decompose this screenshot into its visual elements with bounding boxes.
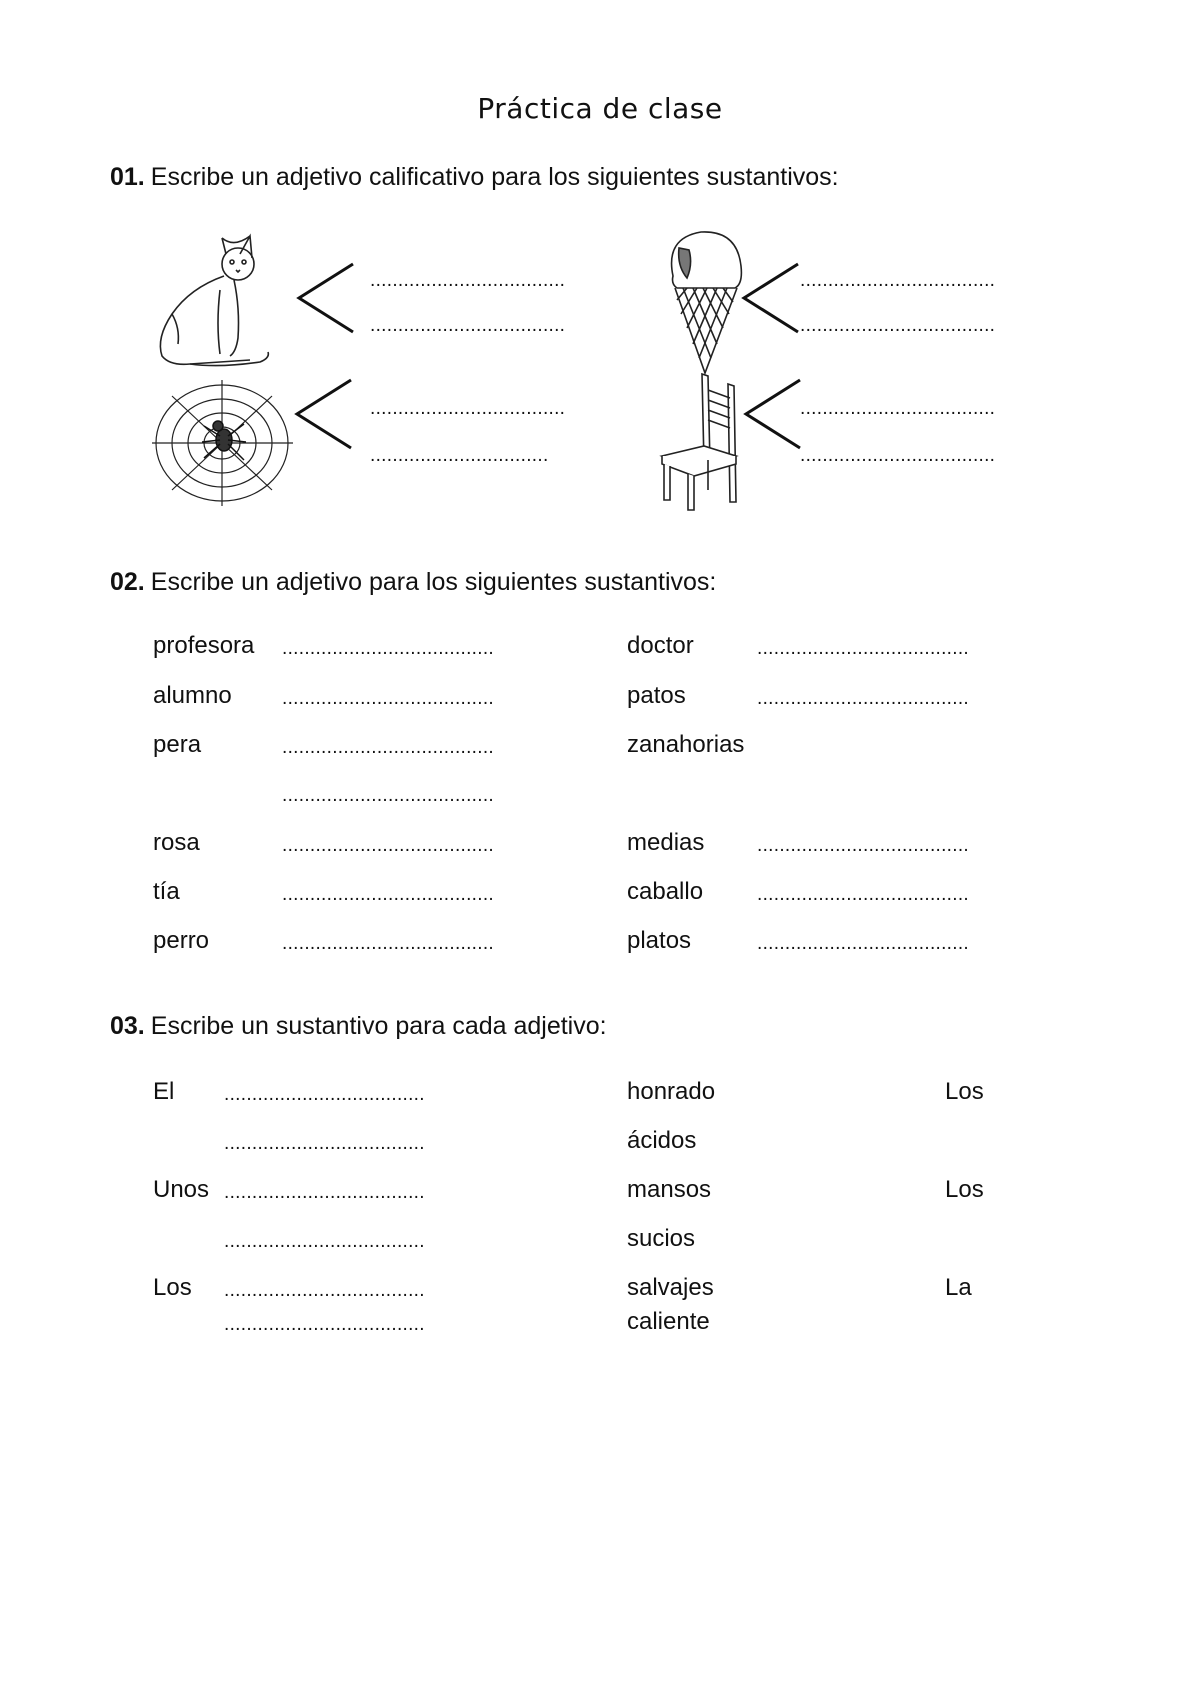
- q2-answer-line[interactable]: ......................................: [757, 933, 969, 954]
- q2-noun: pera: [153, 731, 202, 758]
- q2-answer-line[interactable]: ......................................: [282, 638, 494, 659]
- question-2-instruction: Escribe un adjetivo para los siguientes sustantivos:: [150, 568, 717, 596]
- q2-answer-line[interactable]: ......................................: [757, 884, 969, 905]
- page-title: Práctica de clase: [477, 92, 723, 125]
- q3-answer-line[interactable]: ....................................: [224, 1231, 425, 1252]
- q3-answer-line[interactable]: ....................................: [224, 1314, 425, 1335]
- q3-article: La: [945, 1274, 972, 1301]
- q3-answer-line[interactable]: ....................................: [224, 1084, 425, 1105]
- question-1-instruction: Escribe un adjetivo calificativo para los siguientes sustantivos:: [150, 163, 839, 191]
- q2-answer-line[interactable]: ......................................: [282, 884, 494, 905]
- q3-adjective: caliente: [627, 1308, 710, 1335]
- q2-noun: alumno: [153, 682, 232, 709]
- q2-answer-line[interactable]: ......................................: [282, 737, 494, 758]
- q3-answer-line[interactable]: ....................................: [224, 1133, 425, 1154]
- spider-answer-line-1[interactable]: ...................................: [370, 398, 566, 419]
- q2-noun: rosa: [153, 829, 200, 856]
- q3-adjective: ácidos: [627, 1127, 697, 1154]
- q2-noun: profesora: [153, 632, 255, 659]
- ice-cream-answer-line-1[interactable]: ...................................: [800, 270, 996, 291]
- q2-noun: patos: [627, 682, 686, 709]
- q3-adjective: salvajes: [627, 1274, 714, 1301]
- chair-answer-line-1[interactable]: ...................................: [800, 398, 996, 419]
- q3-article: Unos: [153, 1176, 210, 1203]
- question-3-number: 03.: [110, 1012, 145, 1040]
- q3-adjective: sucios: [627, 1225, 696, 1252]
- ice-cream-icon: [665, 228, 745, 378]
- q3-article: Los: [153, 1274, 192, 1301]
- question-3-instruction: Escribe un sustantivo para cada adjetivo:: [150, 1012, 607, 1040]
- q2-noun: zanahorias: [627, 731, 745, 758]
- q2-noun: caballo: [627, 878, 704, 905]
- q3-article: Los: [945, 1176, 984, 1203]
- chair-answer-line-2[interactable]: ...................................: [800, 445, 996, 466]
- q2-answer-line[interactable]: ......................................: [282, 785, 494, 806]
- q2-answer-line[interactable]: ......................................: [757, 688, 969, 709]
- q2-noun: doctor: [627, 632, 694, 659]
- q2-noun: perro: [153, 927, 210, 954]
- cat-icon: [150, 228, 275, 368]
- cat-answer-line-1[interactable]: ...................................: [370, 270, 566, 291]
- q2-noun: platos: [627, 927, 692, 954]
- q2-answer-line[interactable]: ......................................: [282, 933, 494, 954]
- q2-answer-line[interactable]: ......................................: [282, 688, 494, 709]
- question-2-number: 02.: [110, 568, 145, 596]
- q3-adjective: honrado: [627, 1078, 716, 1105]
- q3-answer-line[interactable]: ....................................: [224, 1182, 425, 1203]
- q2-answer-line[interactable]: ......................................: [282, 835, 494, 856]
- q2-answer-line[interactable]: ......................................: [757, 638, 969, 659]
- bracket-icon: [293, 378, 353, 450]
- q2-noun: tía: [153, 878, 180, 905]
- q3-adjective: mansos: [627, 1176, 712, 1203]
- q3-article: Los: [945, 1078, 984, 1105]
- q3-answer-line[interactable]: ....................................: [224, 1280, 425, 1301]
- q3-article: El: [153, 1078, 175, 1105]
- chair-icon: [658, 372, 743, 512]
- spider-web-icon: [150, 378, 295, 508]
- bracket-icon: [295, 262, 355, 334]
- cat-answer-line-2[interactable]: ...................................: [370, 315, 566, 336]
- question-2-heading: [110, 568, 716, 597]
- question-1-number: 01.: [110, 163, 145, 191]
- spider-answer-line-2[interactable]: ................................: [370, 445, 549, 466]
- bracket-icon: [740, 262, 800, 334]
- question-1-heading: [110, 163, 839, 192]
- q2-answer-line[interactable]: ......................................: [757, 835, 969, 856]
- ice-cream-answer-line-2[interactable]: ...................................: [800, 315, 996, 336]
- q2-noun: medias: [627, 829, 705, 856]
- question-3-heading: [110, 1012, 607, 1041]
- bracket-icon: [742, 378, 802, 450]
